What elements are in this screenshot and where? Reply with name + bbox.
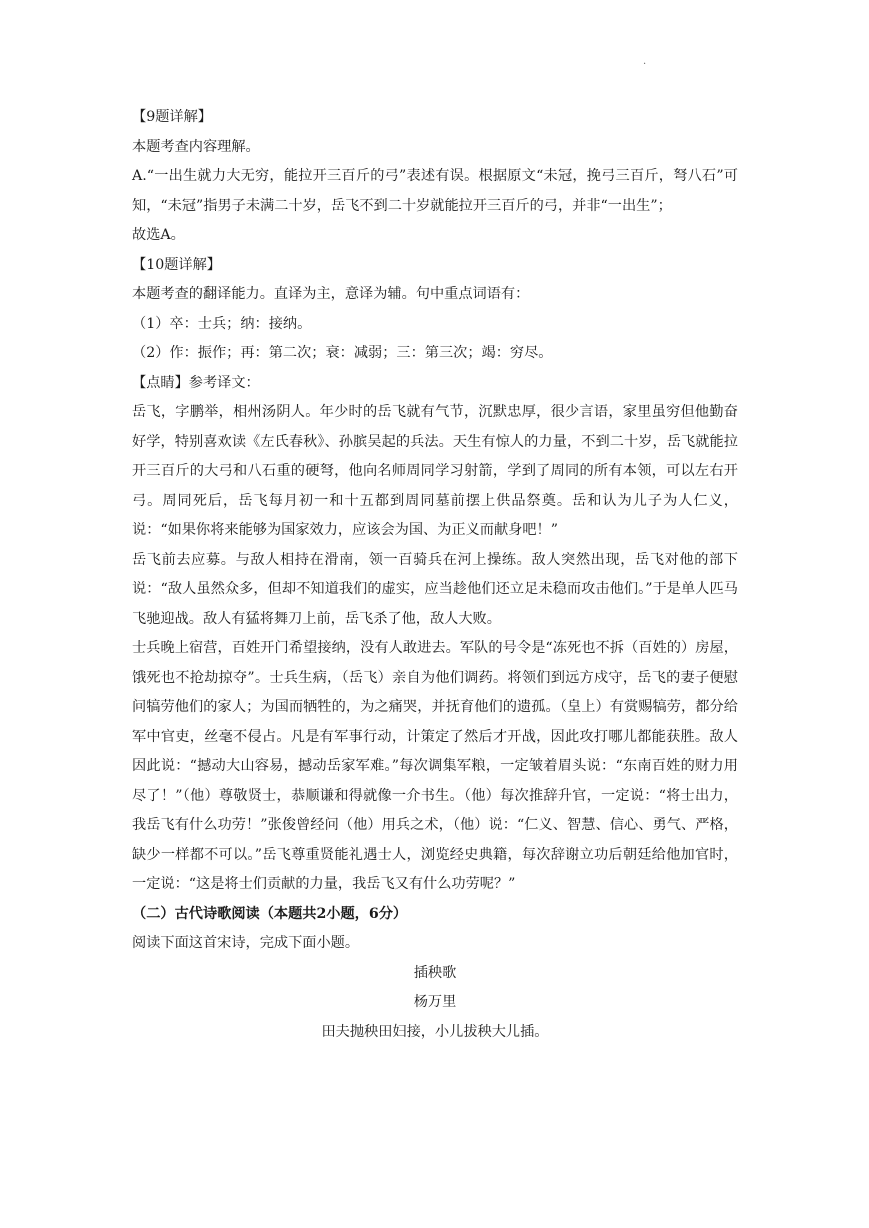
section-2-title: （二）古代诗歌阅读（本题共2小题，6分）	[132, 905, 408, 922]
q10-intro: 本题考查的翻译能力。直译为主，意译为辅。句中重点词语有：	[132, 286, 530, 302]
translation-paragraph-1: 岳飞，字鹏举，相州汤阴人。年少时的岳飞就有气节，沉默忠厚，很少言语，家里虽穷但他勤奋好学，特别喜欢读《左氏春秋》、孙膑吴起的兵法。天生有惊人的力量，不到二十岁，岳飞就能拉开三百斤的大弓和八石重的硬弩，他向名师周同学习射箭，学到了周同的所有本领，可以左右开弓。周同死后，岳飞每月初一和十五都到周同墓前摆上供品祭奠。岳和认为儿子为人仁义，说：“如果你将来能够为国家效力，应该会为国、为正义而献身吧！”	[132, 404, 738, 538]
q10-point-1: （1）卒：士兵；纳：接纳。	[132, 315, 312, 332]
q9-header: 【9题详解】	[132, 109, 212, 125]
document-body	[132, 103, 738, 1047]
translation-header: 【点睛】参考译文：	[132, 374, 260, 391]
q9-intro: 本题考查内容理解。	[132, 138, 260, 155]
poem-title: 插秧歌	[413, 964, 457, 981]
q9-analysis: A.“一出生就力大无穷，能拉开三百斤的弓”表述有误。根据原文“未冠，挽弓三百斤，弩八石”可知，“未冠”指男子未满二十岁，岳飞不到二十岁就能拉开三百斤的弓，并非“一出生”；	[132, 168, 738, 214]
translation-paragraph-3: 士兵晚上宿营，百姓开门希望接纳，没有人敢进去。军队的号令是“冻死也不拆（百姓的）房屋，饿死也不抢劫掠夺”。士兵生病，（岳飞）亲自为他们调药。将领们到远方戍守，岳飞的妻子便慰问犒劳他们的家人；为国而牺牲的，为之痛哭，并抚育他们的遗孤。（皇上）有赏赐犒劳，都分给军中官吏，丝毫不侵占。凡是有军事行动，计策定了然后才开战，因此攻打哪儿都能获胜。敌人因此说：“撼动大山容易，撼动岳家军难。”每次调集军粮，一定皱着眉头说：“东南百姓的财力用尽了！”（他）尊敬贤士，恭顺谦和得就像一介书生。（他）每次推辞升官，一定说：“将士出力，我岳飞有什么功劳！”张俊曾经问（他）用兵之术，（他）说：“仁义、智慧、信心、勇气、严格，缺少一样都不可以。”岳飞尊重贤能礼遇士人，浏览经史典籍，每次辞谢立功后朝廷给他加官时，一定说：“这是将士们贡献的力量，我岳飞又有什么功劳呢？”	[132, 640, 738, 892]
q10-header: 【10题详解】	[132, 256, 221, 273]
translation-paragraph-2: 岳飞前去应募。与敌人相持在滑南，领一百骑兵在河上操练。敌人突然出现，岳飞对他的部下说：“敌人虽然众多，但却不知道我们的虚实，应当趁他们还立足未稳而攻击他们。”于是单人匹马飞驰迎战。敌人有猛将舞刀上前，岳飞杀了他，敌人大败。	[132, 551, 738, 627]
poem-line-1: 田夫抛秧田妇接，小儿拔秧大儿插。	[321, 1023, 549, 1040]
corner-mark: .	[643, 56, 647, 67]
q10-point-2: （2）作：振作；再：第二次；衰：减弱；三：第三次；竭：穷尽。	[132, 345, 553, 361]
section-2-instruction: 阅读下面这首宋诗，完成下面小题。	[132, 935, 360, 951]
q9-answer: 故选A。	[132, 227, 185, 243]
poem-author: 杨万里	[413, 994, 457, 1010]
